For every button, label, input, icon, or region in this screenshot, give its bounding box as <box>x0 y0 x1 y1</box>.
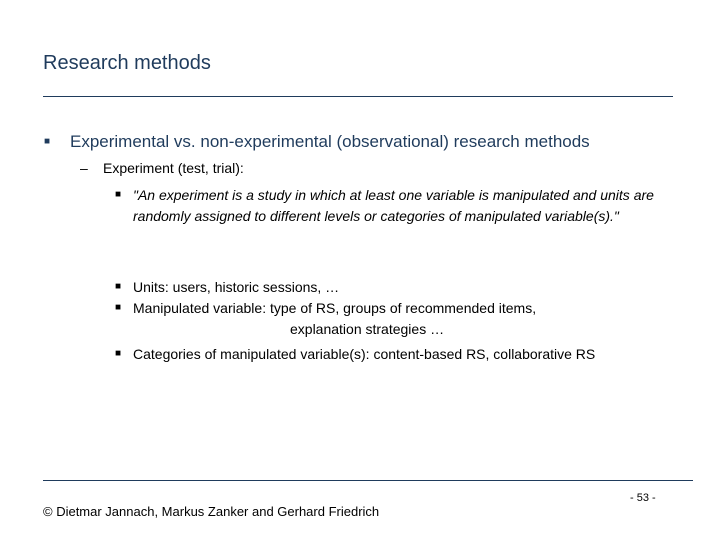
square-bullet-icon: ■ <box>115 302 122 313</box>
square-bullet-icon: ■ <box>115 348 122 359</box>
sub-item: Experiment (test, trial): <box>103 160 244 176</box>
square-bullet-icon: ■ <box>115 281 122 292</box>
square-bullet-icon: ■ <box>44 136 51 147</box>
footer-divider <box>43 480 693 481</box>
title-divider <box>43 96 673 97</box>
slide-title: Research methods <box>43 52 211 74</box>
page-number: - 53 - <box>630 492 656 504</box>
item-units: Units: users, historic sessions, … <box>133 279 340 295</box>
footer-copyright: © Dietmar Jannach, Markus Zanker and Gerhard Friedrich <box>43 504 380 519</box>
square-bullet-icon: ■ <box>115 189 122 200</box>
item-manipulated-variable: Manipulated variable: type of RS, groups of recommended items, <box>133 300 537 316</box>
definition-quote: "An experiment is a study in which at least one variable is manipulated and units are randomly assigned to different levels or categories of manipulated variable(s)." <box>133 187 654 224</box>
main-bullet: Experimental vs. non-experimental (observational) research methods <box>70 132 590 151</box>
item-manipulated-variable-cont: explanation strategies … <box>290 321 445 337</box>
dash-bullet-icon: – <box>80 160 88 176</box>
item-categories: Categories of manipulated variable(s): content-based RS, collaborative RS <box>133 346 596 362</box>
